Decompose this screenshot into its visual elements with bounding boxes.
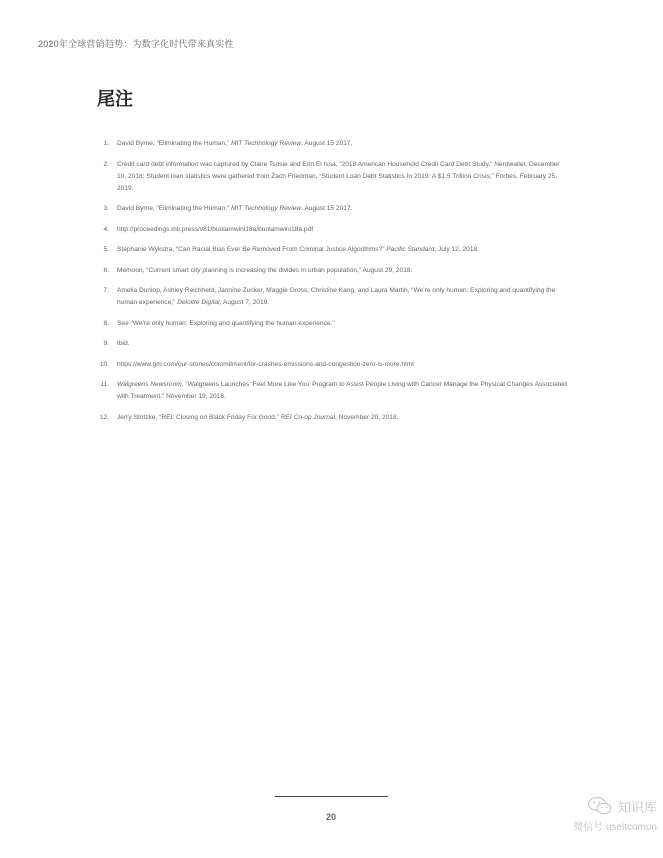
endnote-text <box>117 226 313 233</box>
endnotes-list <box>97 138 567 432</box>
endnote-text-segment: , August 15 2017. <box>301 140 353 147</box>
endnote-text <box>117 361 414 368</box>
endnote-text-segment: , November 20, 2018. <box>335 413 399 421</box>
endnote-text-segment: , August 7, 2019. <box>219 299 270 306</box>
endnote-number: 6. <box>103 266 109 274</box>
endnote-text <box>117 287 555 306</box>
endnote-text <box>117 414 398 421</box>
endnote-number: 10. <box>99 360 109 368</box>
endnote-text-segment: Stephanie Wykstra, “Can Racial Bias Ever Be Removed From Criminal Justice Algorithms?” <box>117 246 387 253</box>
endnote-item <box>97 159 567 195</box>
endnote-number: 3. <box>103 205 109 212</box>
endnote-number: 2. <box>103 160 109 168</box>
endnote-source-italic: MIT Technology Review <box>230 140 302 147</box>
footer-divider <box>275 796 388 797</box>
endnote-text-segment: https://www.gm.com/our-stories/commitment/for-crashes-emissions-and-congestion-zero-is-more.html <box>117 360 414 368</box>
page-title: 尾注 <box>97 89 133 109</box>
endnote-number: 9. <box>103 340 109 347</box>
endnote-text <box>117 246 479 253</box>
page-number: 20 <box>325 812 336 822</box>
endnote-text-segment: , July 12, 2018. <box>434 246 480 253</box>
endnote-item <box>97 265 567 277</box>
endnote-text <box>117 140 352 147</box>
endnote-source-italic: Walgreens Newsroom <box>117 381 182 388</box>
endnote-item <box>97 338 567 350</box>
endnote-item <box>97 379 567 403</box>
endnote-text-segment: See “We’re only human: Exploring and quantifying the human experience.” <box>117 319 335 327</box>
endnote-text <box>117 161 559 192</box>
endnote-text <box>117 267 412 274</box>
endnote-item <box>97 203 567 215</box>
endnote-text-segment: Amelia Dunlop, Ashley Reichheld, Jannine Zucker, Maggie Gross, Christine Kang, and Laura Martin, “We’re only human: Exploring and quantifying the human experience,” <box>117 287 556 306</box>
endnote-source-italic: Deloitte Digital <box>177 299 220 306</box>
endnote-number: 1. <box>103 140 109 147</box>
endnote-number: 12. <box>99 413 109 421</box>
endnote-number: 7. <box>103 287 109 294</box>
endnote-text <box>117 381 567 400</box>
running-header: 2020年全球营销趋势：为数字化时代带来真实性 <box>38 39 234 49</box>
endnote-text <box>117 320 335 327</box>
endnote-number: 5. <box>103 246 109 253</box>
endnote-item <box>97 285 567 309</box>
endnote-number: 8. <box>103 319 109 327</box>
endnote-text-segment: David Byrne, “Eliminating the Human,” <box>117 140 231 147</box>
watermark-brand: 知识库 <box>617 799 657 815</box>
endnote-item <box>97 244 567 256</box>
endnote-number: 11. <box>100 381 109 388</box>
endnote-source-italic: MIT Technology Review <box>230 205 302 212</box>
endnote-text-segment: , “Walgreens Launches ‘Feel More Like You’ Program to Assist People Living with Cancer Manage the Physical Changes Associated with Treatment,” November 19, 2018. <box>117 381 567 400</box>
endnote-text <box>117 340 129 347</box>
watermark-subtitle: 微信号 useitcomun <box>573 822 657 833</box>
endnote-item <box>97 138 567 150</box>
endnote-source-italic: Pacific Standard <box>386 246 435 253</box>
endnote-text-segment: , August 15 2017. <box>301 205 353 212</box>
watermark <box>547 796 657 838</box>
endnote-text <box>117 205 352 212</box>
endnote-text-segment: Ibid. <box>117 340 130 347</box>
endnote-text-segment: Jerry Stritzke, “REI: Closing on Black Friday For Good,” <box>117 413 281 421</box>
endnote-number: 4. <box>103 225 109 233</box>
endnote-text-segment: Credit card debt information was captured by Claire Tsosie and Erin El Issa, “2018 American Household Credit Card Debt Study,” Nerdwallet, December 10, 2018; Student loan statistics were gathered from Zach Friedman, “Student Loan Debt Statistics In 2019: A $1.5 Trillion Crisis,” Forbes, February 25, 2019. <box>117 160 560 192</box>
endnote-text-segment: Memoon, “Current smart city planning is increasing the divides in urban population,” August 29, 2018. <box>117 266 413 274</box>
endnote-text-segment: David Byrne, “Eliminating the Human,” <box>117 205 231 212</box>
wechat-icon <box>587 796 613 816</box>
endnote-item <box>97 224 567 236</box>
endnote-item <box>97 318 567 330</box>
endnote-source-italic: REI Co-op Journal <box>280 413 336 421</box>
endnote-text-segment: http://proceedings.mlr.press/v81/buolamwini18a/buolamwini18a.pdf <box>117 225 314 233</box>
endnote-item <box>97 359 567 371</box>
endnote-item <box>97 412 567 424</box>
